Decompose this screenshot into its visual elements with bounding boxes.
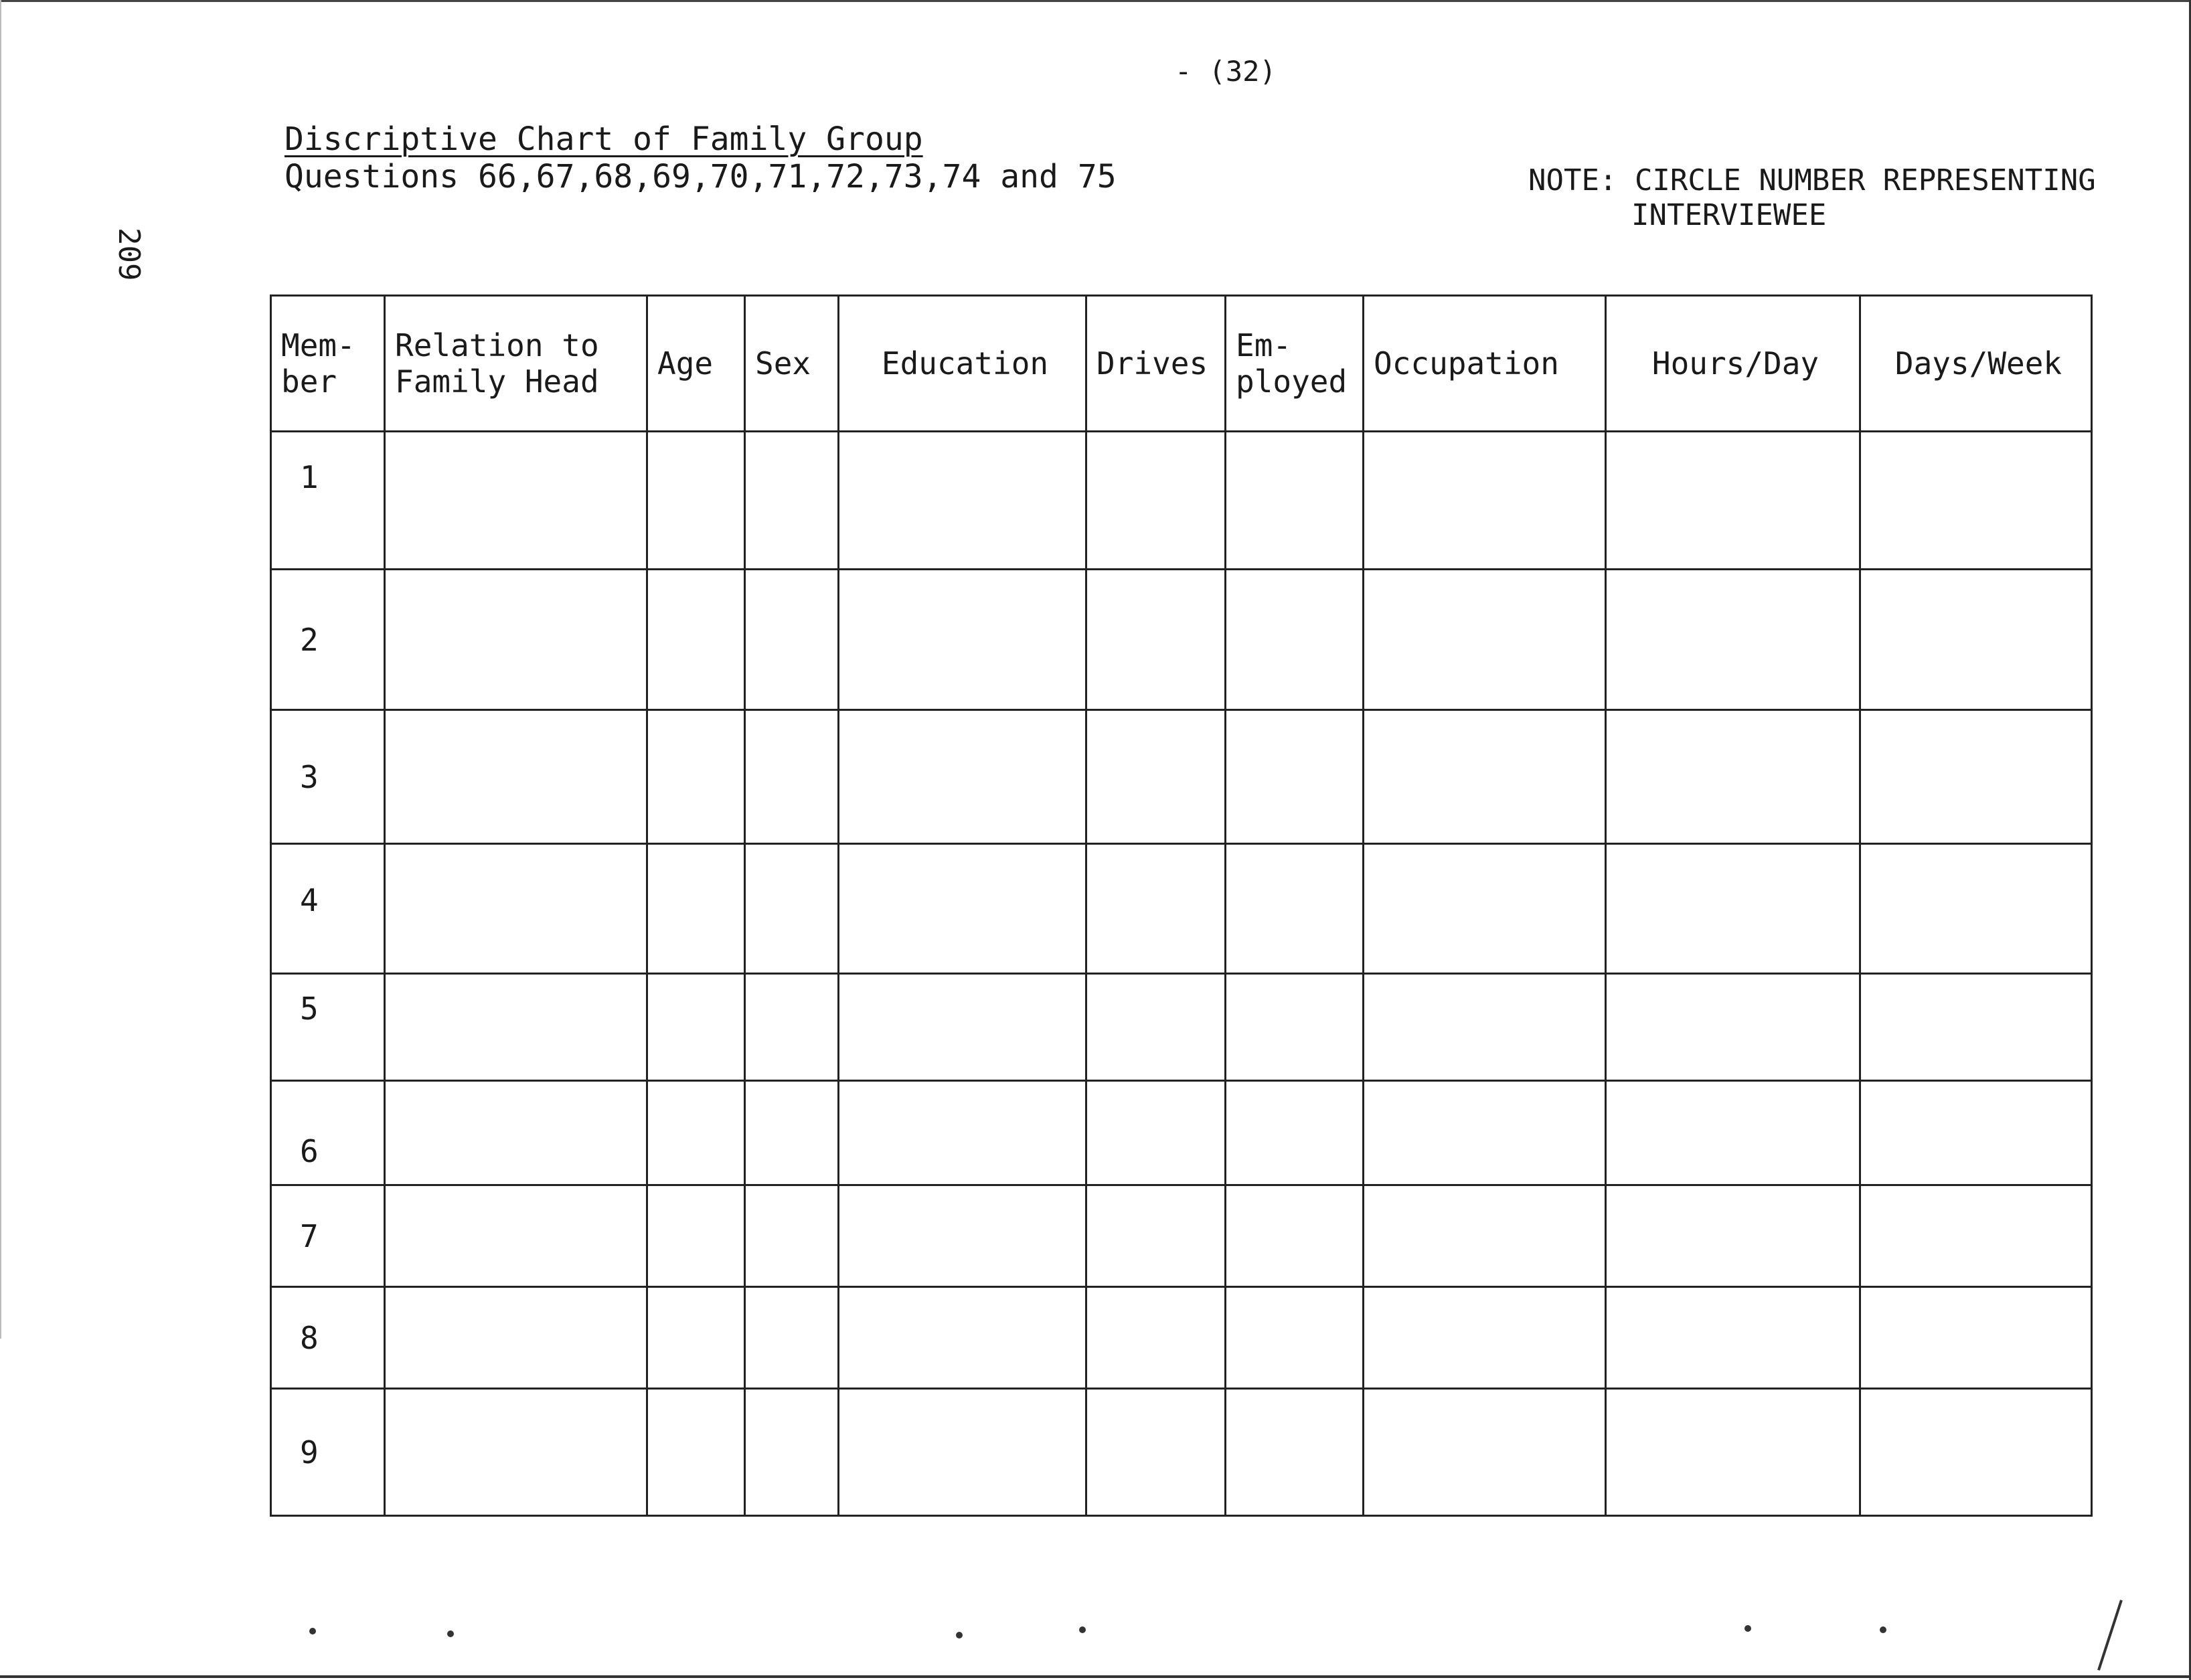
cell-employed[interactable] [1226, 432, 1364, 570]
cell-relation[interactable] [385, 1287, 647, 1389]
cell-employed[interactable] [1226, 1185, 1364, 1287]
cell-sex[interactable] [745, 1081, 839, 1185]
cell-relation[interactable] [385, 1185, 647, 1287]
page-border-top [0, 0, 2191, 2]
table-row [271, 432, 2092, 570]
cell-days-week[interactable] [1860, 974, 2092, 1081]
cell-employed[interactable] [1226, 974, 1364, 1081]
column-header-employed: Em- ployed [1226, 296, 1364, 432]
table-row [271, 1389, 2092, 1516]
cell-education[interactable] [839, 1081, 1086, 1185]
table-row [271, 1287, 2092, 1389]
cell-sex[interactable] [745, 844, 839, 974]
cell-employed[interactable] [1226, 1389, 1364, 1516]
cell-employed[interactable] [1226, 1081, 1364, 1185]
cell-days-week[interactable] [1860, 1389, 2092, 1516]
table-row [271, 1081, 2092, 1185]
cell-sex[interactable] [745, 570, 839, 710]
member-number: 1 [271, 432, 385, 570]
cell-hours-day[interactable] [1606, 710, 1860, 844]
cell-days-week[interactable] [1860, 1287, 2092, 1389]
cell-drives[interactable] [1086, 432, 1226, 570]
cell-employed[interactable] [1226, 1287, 1364, 1389]
member-number: 5 [271, 974, 385, 1081]
cell-age[interactable] [647, 1389, 745, 1516]
cell-hours-day[interactable] [1606, 432, 1860, 570]
cell-relation[interactable] [385, 570, 647, 710]
column-header-sex: Sex [745, 296, 839, 432]
note-line-1: NOTE: CIRCLE NUMBER REPRESENTING [1528, 163, 2096, 197]
scan-speck [1744, 1625, 1751, 1632]
cell-education[interactable] [839, 432, 1086, 570]
cell-education[interactable] [839, 844, 1086, 974]
cell-sex[interactable] [745, 1287, 839, 1389]
cell-drives[interactable] [1086, 570, 1226, 710]
scan-speck [309, 1628, 316, 1634]
cell-drives[interactable] [1086, 1389, 1226, 1516]
cell-age[interactable] [647, 1081, 745, 1185]
cell-occupation[interactable] [1364, 1185, 1606, 1287]
cell-occupation[interactable] [1364, 974, 1606, 1081]
cell-occupation[interactable] [1364, 1081, 1606, 1185]
column-header-days-week: Days/Week [1860, 296, 2092, 432]
cell-sex[interactable] [745, 1389, 839, 1516]
cell-days-week[interactable] [1860, 570, 2092, 710]
cell-employed[interactable] [1226, 844, 1364, 974]
cell-hours-day[interactable] [1606, 844, 1860, 974]
page-number: - (32) [1175, 55, 1277, 88]
cell-age[interactable] [647, 570, 745, 710]
table-row [271, 844, 2092, 974]
cell-sex[interactable] [745, 710, 839, 844]
cell-employed[interactable] [1226, 710, 1364, 844]
cell-hours-day[interactable] [1606, 1081, 1860, 1185]
cell-relation[interactable] [385, 974, 647, 1081]
cell-hours-day[interactable] [1606, 570, 1860, 710]
cell-occupation[interactable] [1364, 570, 1606, 710]
column-header-hours-day: Hours/Day [1606, 296, 1860, 432]
cell-employed[interactable] [1226, 570, 1364, 710]
member-number: 2 [271, 570, 385, 710]
column-header-education: Education [839, 296, 1086, 432]
scan-speck [447, 1630, 454, 1637]
side-page-number: 209 [112, 228, 146, 281]
cell-drives[interactable] [1086, 1081, 1226, 1185]
family-group-table [270, 295, 2093, 1517]
table-row [271, 570, 2092, 710]
cell-occupation[interactable] [1364, 710, 1606, 844]
cell-days-week[interactable] [1860, 432, 2092, 570]
cell-occupation[interactable] [1364, 432, 1606, 570]
cell-relation[interactable] [385, 1081, 647, 1185]
cell-relation[interactable] [385, 710, 647, 844]
cell-age[interactable] [647, 974, 745, 1081]
member-number: 8 [271, 1287, 385, 1389]
column-header-relation: Relation to Family Head [385, 296, 647, 432]
column-header-drives: Drives [1086, 296, 1226, 432]
pen-mark [2097, 1600, 2123, 1671]
member-number: 3 [271, 710, 385, 844]
cell-hours-day[interactable] [1606, 1287, 1860, 1389]
document-title: Discriptive Chart of Family Group [285, 120, 923, 158]
cell-drives[interactable] [1086, 710, 1226, 844]
column-header-member: Mem- ber [271, 296, 385, 432]
page-border-bottom [0, 1675, 2191, 1678]
member-number: 9 [271, 1389, 385, 1516]
cell-relation[interactable] [385, 844, 647, 974]
cell-age[interactable] [647, 844, 745, 974]
scan-speck [1880, 1626, 1886, 1633]
cell-education[interactable] [839, 710, 1086, 844]
cell-relation[interactable] [385, 432, 647, 570]
scan-speck [956, 1632, 963, 1639]
table-row [271, 1185, 2092, 1287]
note-line-2: INTERVIEWEE [1631, 198, 1827, 232]
cell-hours-day[interactable] [1606, 1185, 1860, 1287]
member-number: 7 [271, 1185, 385, 1287]
cell-education[interactable] [839, 1185, 1086, 1287]
cell-education[interactable] [839, 1287, 1086, 1389]
cell-days-week[interactable] [1860, 844, 2092, 974]
cell-sex[interactable] [745, 974, 839, 1081]
cell-occupation[interactable] [1364, 1287, 1606, 1389]
cell-sex[interactable] [745, 1185, 839, 1287]
cell-drives[interactable] [1086, 1287, 1226, 1389]
page-border-left [0, 0, 1, 1339]
cell-relation[interactable] [385, 1389, 647, 1516]
cell-education[interactable] [839, 1389, 1086, 1516]
cell-occupation[interactable] [1364, 1389, 1606, 1516]
member-number: 6 [271, 1081, 385, 1185]
table-row [271, 974, 2092, 1081]
column-header-occupation: Occupation [1364, 296, 1606, 432]
cell-age[interactable] [647, 432, 745, 570]
cell-days-week[interactable] [1860, 1185, 2092, 1287]
cell-days-week[interactable] [1860, 1081, 2092, 1185]
cell-occupation[interactable] [1364, 844, 1606, 974]
cell-age[interactable] [647, 1287, 745, 1389]
cell-sex[interactable] [745, 432, 839, 570]
cell-age[interactable] [647, 710, 745, 844]
table-header-row [271, 296, 2092, 432]
cell-drives[interactable] [1086, 1185, 1226, 1287]
cell-drives[interactable] [1086, 844, 1226, 974]
table-row [271, 710, 2092, 844]
cell-education[interactable] [839, 974, 1086, 1081]
cell-education[interactable] [839, 570, 1086, 710]
cell-days-week[interactable] [1860, 710, 2092, 844]
document-subtitle: Questions 66,67,68,69,70,71,72,73,74 and 75 [285, 158, 1117, 195]
cell-hours-day[interactable] [1606, 1389, 1860, 1516]
cell-hours-day[interactable] [1606, 974, 1860, 1081]
cell-age[interactable] [647, 1185, 745, 1287]
column-header-age: Age [647, 296, 745, 432]
member-number: 4 [271, 844, 385, 974]
cell-drives[interactable] [1086, 974, 1226, 1081]
scan-speck [1079, 1626, 1086, 1633]
